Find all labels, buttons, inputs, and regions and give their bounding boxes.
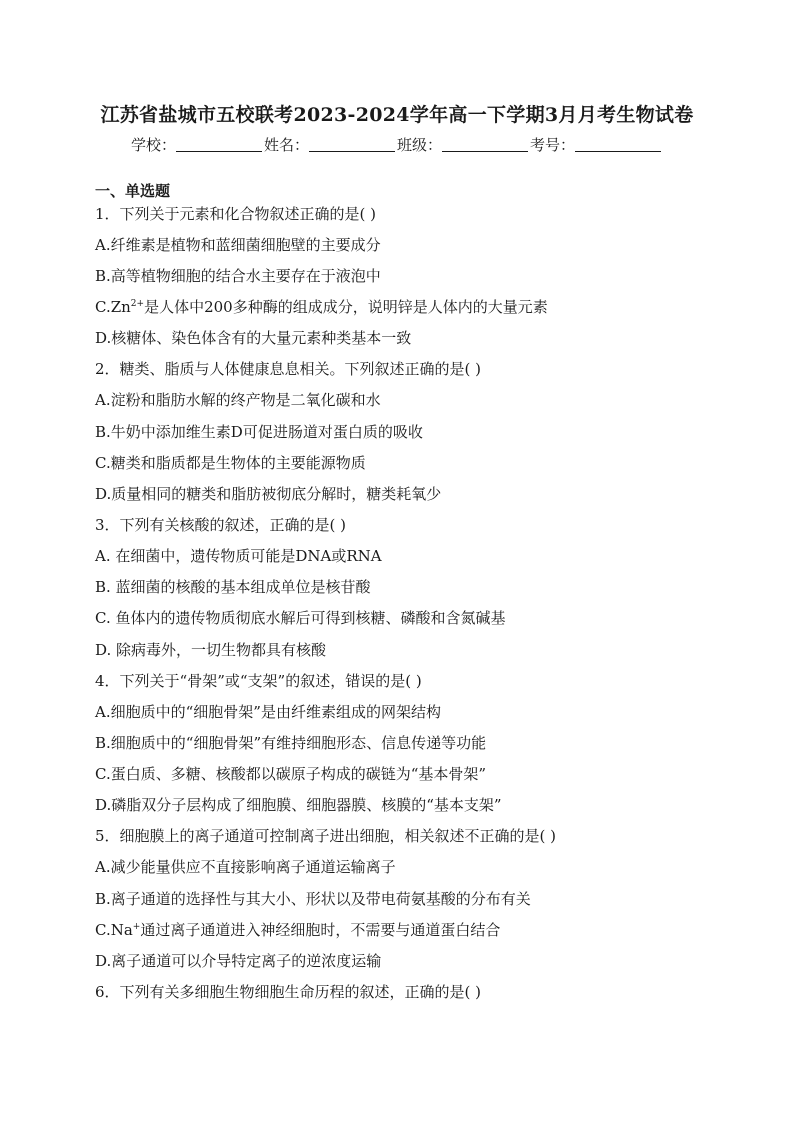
exam-number-label: 考号： bbox=[530, 136, 576, 154]
question-5-option-d: D.离子通道可以介导特定离子的逆浓度运输 bbox=[95, 952, 382, 970]
question-5-option-c bbox=[95, 920, 500, 940]
question-4-option-d: D.磷脂双分子层构成了细胞膜、细胞器膜、核膜的“基本支架” bbox=[95, 796, 502, 814]
option-c-text: 是人体中200多种酶的组成成分，说明锌是人体内的大量元素 bbox=[144, 298, 548, 316]
class-field bbox=[397, 134, 530, 155]
school-field bbox=[131, 134, 264, 155]
section-heading: 一、单选题 bbox=[95, 182, 171, 200]
option-c-text: 通过离子通道进入神经细胞时，不需要与通道蛋白结合 bbox=[140, 921, 501, 939]
question-2-option-b: B.牛奶中添加维生素D可促进肠道对蛋白质的吸收 bbox=[95, 423, 423, 441]
question-1-option-d: D.核糖体、染色体含有的大量元素种类基本一致 bbox=[95, 329, 412, 347]
question-5-stem: 5．细胞膜上的离子通道可控制离子进出细胞，相关叙述不正确的是( ) bbox=[95, 827, 557, 845]
option-c-prefix: C.Zn bbox=[95, 298, 131, 316]
question-3-stem: 3．下列有关核酸的叙述，正确的是( ) bbox=[95, 516, 347, 534]
option-c-prefix: C.Na bbox=[95, 921, 133, 939]
question-3-option-a: A. 在细菌中，遗传物质可能是DNA或RNA bbox=[95, 547, 382, 565]
exam-number-field bbox=[530, 134, 663, 155]
question-4-option-b: B.细胞质中的“细胞骨架”有维持细胞形态、信息传递等功能 bbox=[95, 734, 487, 752]
question-2-option-d: D.质量相同的糖类和脂肪被彻底分解时，糖类耗氧少 bbox=[95, 485, 442, 503]
question-3-option-c: C. 鱼体内的遗传物质彻底水解后可得到核糖、磷酸和含氮碱基 bbox=[95, 609, 506, 627]
page-title: 江苏省盐城市五校联考2023-2024学年高一下学期3月月考生物试卷 bbox=[100, 104, 694, 126]
ion-charge: 2+ bbox=[130, 299, 145, 309]
question-4-stem: 4．下列关于“骨架”或“支架”的叙述，错误的是( ) bbox=[95, 672, 422, 690]
question-4-option-a: A.细胞质中的“细胞骨架”是由纤维素组成的网架结构 bbox=[95, 703, 441, 721]
name-blank[interactable] bbox=[309, 137, 395, 152]
question-1-option-a: A.纤维素是植物和蓝细菌细胞壁的主要成分 bbox=[95, 236, 381, 254]
ion-charge: + bbox=[132, 922, 141, 932]
exam-number-blank[interactable] bbox=[575, 137, 661, 152]
question-2-stem: 2．糖类、脂质与人体健康息息相关。下列叙述正确的是( ) bbox=[95, 360, 482, 378]
question-1-stem: 1．下列关于元素和化合物叙述正确的是( ) bbox=[95, 205, 377, 223]
class-blank[interactable] bbox=[442, 137, 528, 152]
school-blank[interactable] bbox=[176, 137, 262, 152]
question-3-option-d: D. 除病毒外，一切生物都具有核酸 bbox=[95, 641, 327, 659]
question-2-option-a: A.淀粉和脂肪水解的终产物是二氧化碳和水 bbox=[95, 391, 381, 409]
question-2-option-c: C.糖类和脂质都是生物体的主要能源物质 bbox=[95, 454, 366, 472]
question-6-stem: 6．下列有关多细胞生物细胞生命历程的叙述，正确的是( ) bbox=[95, 983, 482, 1001]
question-5-option-a: A.减少能量供应不直接影响离子通道运输离子 bbox=[95, 858, 396, 876]
class-label: 班级： bbox=[397, 136, 443, 154]
question-3-option-b: B. 蓝细菌的核酸的基本组成单位是核苷酸 bbox=[95, 578, 371, 596]
school-label: 学校： bbox=[130, 136, 176, 154]
student-info-row bbox=[0, 134, 794, 155]
name-field bbox=[264, 134, 397, 155]
question-1-option-b: B.高等植物细胞的结合水主要存在于液泡中 bbox=[95, 267, 381, 285]
question-4-option-c: C.蛋白质、多糖、核酸都以碳原子构成的碳链为“基本骨架” bbox=[95, 765, 487, 783]
question-5-option-b: B.离子通道的选择性与其大小、形状以及带电荷氨基酸的分布有关 bbox=[95, 890, 531, 908]
question-1-option-c bbox=[95, 297, 548, 317]
name-label: 姓名： bbox=[263, 136, 309, 154]
